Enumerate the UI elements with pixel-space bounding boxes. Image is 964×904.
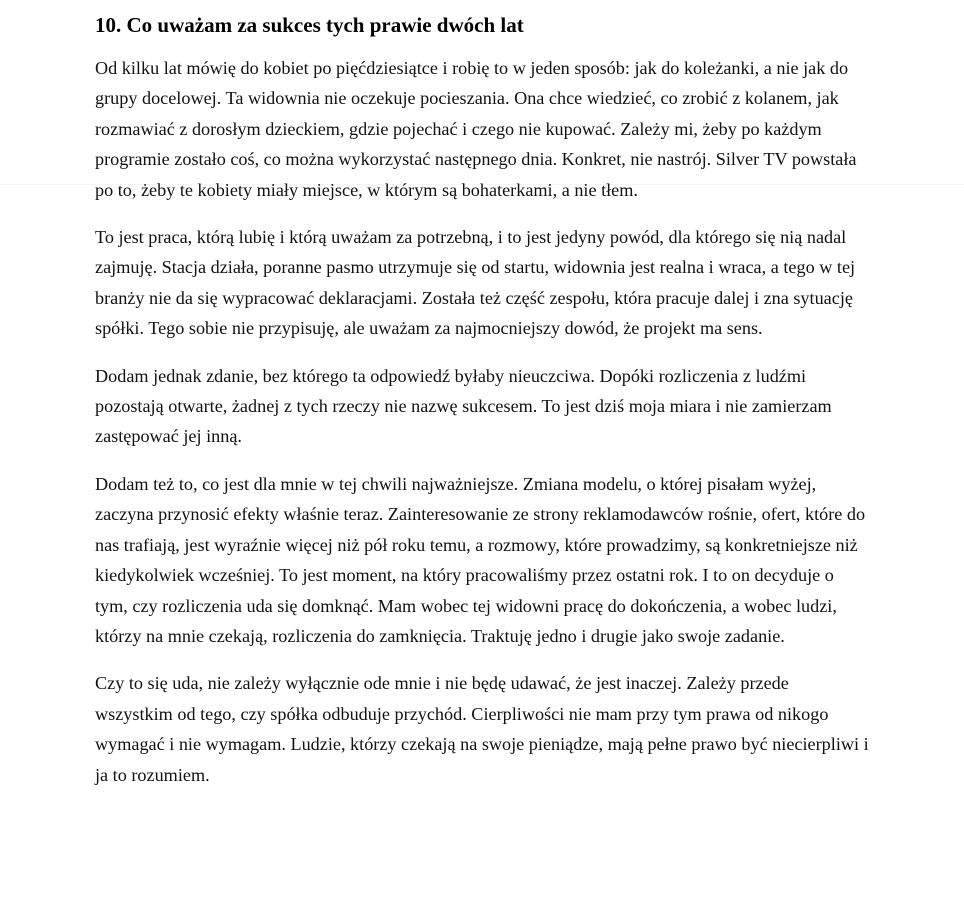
- paragraph-1: Od kilku lat mówię do kobiet po pięćdziesiątce i robię to w jeden sposób: jak do koleżanki, a nie jak do grupy docelowej. Ta widownia nie oczekuje pocieszania. Ona chce wiedzieć, co zrobić z kolanem, jak rozmawiać z dorosłym dzieckiem, gdzie pojechać i czego nie kupować. Zależy mi, żeby po każdym programie zostało coś, co można wykorzystać następnego dnia. Konkret, nie nastrój. Silver TV powstała po to, żeby te kobiety miały miejsce, w którym są bohaterkami, a nie tłem.: [95, 58, 857, 200]
- paragraph-2: To jest praca, którą lubię i którą uważam za potrzebną, i to jest jedyny powód, dla którego się nią nadal zajmuję. Stacja działa, poranne pasmo utrzymuje się od startu, widownia jest realna i wraca, a tego w tej branży nie da się wypracować deklaracjami. Została też część zespołu, która pracuje dalej i zna sytuację spółki. Tego sobie nie przypisuję, ale uważam za najmocniejszy dowód, że projekt ma sens.: [95, 227, 856, 339]
- document-section: [95, 12, 870, 807]
- section-heading: 10. Co uważam za sukces tych prawie dwóch lat: [95, 13, 524, 37]
- paragraph-4: Dodam też to, co jest dla mnie w tej chwili najważniejsze. Zmiana modelu, o której pisałam wyżej, zaczyna przynosić efekty właśnie teraz. Zainteresowanie ze strony reklamodawców rośnie, ofert, które do nas trafiają, jest wyraźnie więcej niż pół roku temu, a rozmowy, które prowadzimy, są konkretniejsze niż kiedykolwiek wcześniej. To jest moment, na który pracowaliśmy przez ostatni rok. I to on decyduje o tym, czy rozliczenia uda się domknąć. Mam wobec tej widowni pracę do dokończenia, a wobec ludzi, którzy na mnie czekają, rozliczenia do zamknięcia. Traktuję jedno i drugie jako swoje zadanie.: [95, 473, 866, 646]
- paragraph-5: Czy to się uda, nie zależy wyłącznie ode mnie i nie będę udawać, że jest inaczej. Zależy przede wszystkim od tego, czy spółka odbuduje przychód. Cierpliwości nie mam przy tym prawa od nikogo wymagać i nie wymagam. Ludzie, którzy czekają na swoje pieniądze, mają pełne prawo być niecierpliwi i ja to rozumiem.: [95, 673, 869, 785]
- paragraph-3: Dodam jednak zdanie, bez którego ta odpowiedź byłaby nieuczciwa. Dopóki rozliczenia z ludźmi pozostają otwarte, żadnej z tych rzeczy nie nazwę sukcesem. To jest dziś moja miara i nie zamierzam zastępować jej inną.: [95, 365, 832, 447]
